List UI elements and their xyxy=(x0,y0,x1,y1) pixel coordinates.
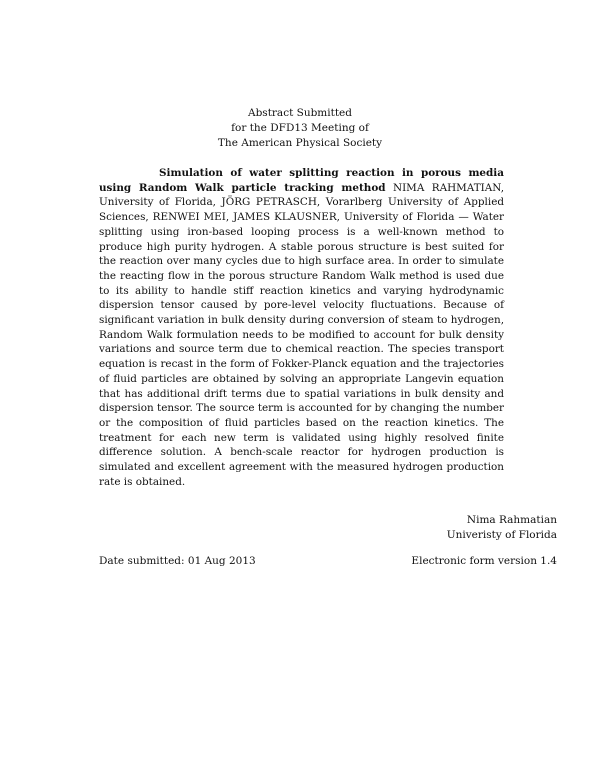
submission-header xyxy=(0,106,600,151)
abstract-text xyxy=(99,166,504,489)
submitter-name: Nima Rahmatian xyxy=(466,514,557,526)
header-line-2: for the DFD13 Meeting of xyxy=(231,122,369,134)
header-line-3: The American Physical Society xyxy=(217,137,383,149)
date-submitted: Date submitted: 01 Aug 2013 xyxy=(99,555,256,567)
submitter-affiliation: Univeristy of Florida xyxy=(446,529,557,541)
abstract-body: Water splitting using iron-based looping process is a well-known method to produce high purity hydrogen. A stable porous structure is best suited for the reaction over many cycles due to high surface area. In order to simulate the reacting flow in the porous structure Random Walk method is used due to its ability to handle stiff reaction kinetics and varying hydrodynamic dispersion tensor caused by pore-level velocity fluctuations. Because of significant variation in bulk density during conversion of steam to hydrogen, Random Walk formulation needs to be modified to account for bulk density variations and source term due to chemical reaction. The species transport equation is recast in the form of Fokker-Planck equation and the trajectories of fluid particles are obtained by solving an appropriate Langevin equation that has additional drift terms due to spatial variations in bulk density and dispersion tensor. The source term is accounted for by changing the number or the composition of fluid particles based on the reaction kinetics. The treatment for each new term is validated using highly resolved finite difference solution. A bench-scale reactor for hydrogen production is simulated and excellent agreement with the measured hydrogen production rate is obtained. xyxy=(99,211,504,488)
form-version: Electronic form version 1.4 xyxy=(411,555,557,567)
abstract-title: Simulation of water splitting reaction in porous media using Random Walk particle tracking method xyxy=(99,167,504,194)
submitter-block xyxy=(340,513,557,543)
abstract-authors: NIMA RAHMATIAN, University of Florida, JÖRG PETRASCH, Vorarlberg University of Applied Sciences, RENWEI MEI, JAMES KLAUSNER, University of Florida — xyxy=(99,181,504,224)
header-line-1: Abstract Submitted xyxy=(248,107,352,119)
